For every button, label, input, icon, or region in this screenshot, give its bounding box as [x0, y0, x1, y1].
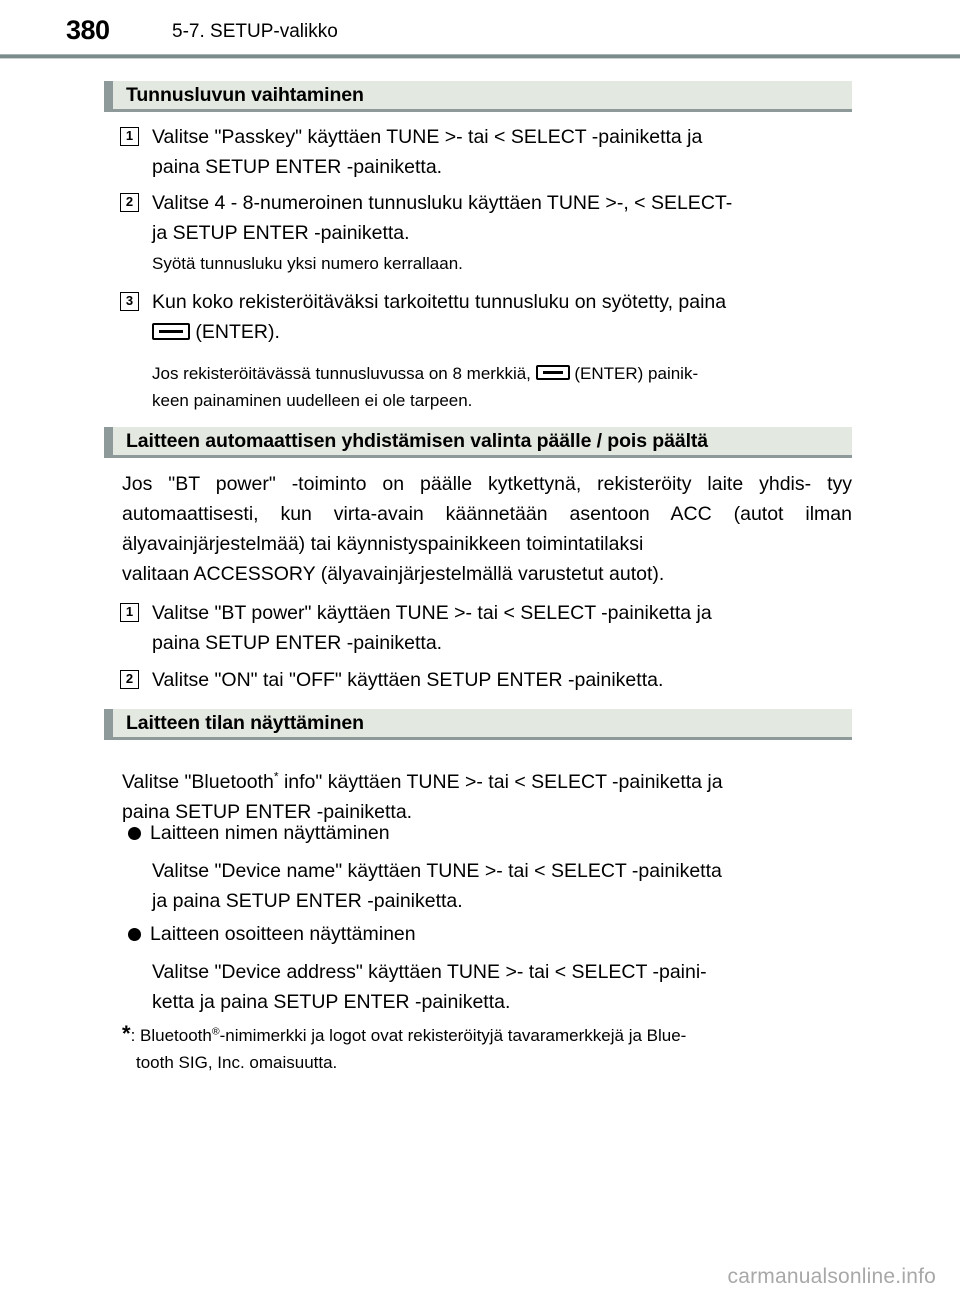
- section-2-step-1-text: [152, 598, 852, 658]
- step-3-line-2: [152, 317, 852, 347]
- section-2-intro-line-3: ilman älyavainjärjestelmää) tai käynnistyspainikkeen toimintatilaksi: [122, 503, 852, 555]
- step-3-enter-label: (ENTER).: [195, 321, 280, 343]
- bullet-1-text: [152, 856, 852, 916]
- page-number: 380: [66, 15, 110, 45]
- step-3-note: [152, 360, 852, 414]
- footnote-asterisk: *: [122, 1021, 131, 1046]
- bullet-2-line-1: Valitse "Device address" käyttäen TUNE >- tai < SELECT -paini-: [152, 961, 707, 983]
- step-1-text: [152, 122, 852, 182]
- section-header-tunnusluvun-vaihtaminen: [104, 81, 852, 112]
- section-accent-bar: [104, 709, 113, 737]
- step-number-2: 2: [120, 193, 139, 212]
- step-3-note-line-1: [152, 364, 698, 383]
- section-accent-bar: [104, 427, 113, 455]
- step-3-text: [152, 287, 852, 347]
- bullet-1-line-2: ja paina SETUP ENTER -painiketta.: [152, 890, 463, 912]
- section-3-intro-before-asterisk: Valitse "Bluetooth: [122, 771, 274, 793]
- step-2-text: [152, 188, 852, 248]
- section-2-step-2-text: Valitse "ON" tai "OFF" käyttäen SETUP ENTER -painiketta.: [152, 669, 664, 691]
- step-number-1: 1: [120, 603, 139, 622]
- section-2-intro: [122, 469, 852, 589]
- section-2-intro-line-1: Jos "BT power" -toiminto on päälle kytkettynä, rekisteröity laite yhdis-: [122, 473, 812, 495]
- bullet-icon: [128, 928, 141, 941]
- section-3-intro-line-1: [122, 771, 723, 793]
- page-header-title: 5-7. SETUP-valikko: [172, 21, 338, 42]
- footnote-line-1: [122, 1021, 687, 1046]
- step-2-line-1: Valitse 4 - 8-numeroinen tunnusluku käyttäen TUNE >-, < SELECT-: [152, 192, 733, 214]
- enter-key-icon: [536, 365, 570, 380]
- enter-key-icon: [152, 323, 190, 340]
- bullet-2-label: Laitteen osoitteen näyttäminen: [150, 923, 416, 945]
- step-3-line-1: Kun koko rekisteröitäväksi tarkoitettu tunnusluku on syötetty, paina: [152, 291, 727, 313]
- footnote: [122, 1022, 852, 1076]
- bullet-icon: [128, 827, 141, 840]
- section-title: Tunnusluvun vaihtaminen: [126, 84, 364, 106]
- asterisk-marker: *: [273, 769, 279, 784]
- step-1-line-1: Valitse "Passkey" käyttäen TUNE >- tai < SELECT -painiketta ja: [152, 126, 703, 148]
- page-header: [0, 0, 960, 56]
- bullet-2-line-2: ketta ja paina SETUP ENTER -painiketta.: [152, 991, 511, 1013]
- section-3-intro-line-2: paina SETUP ENTER -painiketta.: [122, 801, 413, 823]
- header-divider: [0, 54, 960, 59]
- bullet-1-label: Laitteen nimen näyttäminen: [150, 822, 390, 844]
- step-3-note-text-after: (ENTER) painik-: [574, 364, 699, 383]
- section-accent-bar: [104, 81, 113, 109]
- section-2-intro-line-4: valitaan ACCESSORY (älyavainjärjestelmällä varustetut autot).: [122, 563, 665, 585]
- footer-watermark: carmanualsonline.info: [727, 1265, 936, 1288]
- step-3-note-text-before: Jos rekisteröitävässä tunnusluvussa on 8 merkkiä,: [152, 364, 531, 383]
- section-header-laitteen-tilan-nayttaminen: [104, 709, 852, 740]
- section-title: Laitteen tilan näyttäminen: [126, 712, 364, 734]
- footnote-after-reg: -nimimerkki ja logot ovat rekisteröityjä tavaramerkkejä ja Blue-: [219, 1026, 687, 1045]
- registered-trademark-icon: ®: [211, 1025, 220, 1038]
- section-2-intro-line-2: tyy automaattisesti, kun virta-avain käännetään asentoon ACC (autot: [122, 473, 852, 525]
- step-3-note-line-2: keen painaminen uudelleen ei ole tarpeen.: [152, 391, 473, 410]
- section-title: Laitteen automaattisen yhdistämisen valinta päälle / pois päältä: [126, 430, 709, 452]
- bullet-2-text: [152, 957, 852, 1017]
- footnote-line-2: tooth SIG, Inc. omaisuutta.: [136, 1053, 338, 1072]
- step-number-1: 1: [120, 127, 139, 146]
- section-header-automaattinen-yhdistaminen: [104, 427, 852, 458]
- section-2-step-1-line-2: paina SETUP ENTER -painiketta.: [152, 632, 443, 654]
- step-2-note: Syötä tunnusluku yksi numero kerrallaan.: [152, 254, 463, 273]
- step-number-3: 3: [120, 292, 139, 311]
- section-2-step-1-line-1: Valitse "BT power" käyttäen TUNE >- tai < SELECT -painiketta ja: [152, 602, 712, 624]
- step-number-2: 2: [120, 670, 139, 689]
- footnote-before-reg: : Bluetooth: [130, 1026, 212, 1045]
- step-1-line-2: paina SETUP ENTER -painiketta.: [152, 156, 443, 178]
- section-3-intro-after-asterisk: info" käyttäen TUNE >- tai < SELECT -painiketta ja: [278, 771, 723, 793]
- bullet-1-line-1: Valitse "Device name" käyttäen TUNE >- tai < SELECT -painiketta: [152, 860, 722, 882]
- step-2-line-2: ja SETUP ENTER -painiketta.: [152, 222, 410, 244]
